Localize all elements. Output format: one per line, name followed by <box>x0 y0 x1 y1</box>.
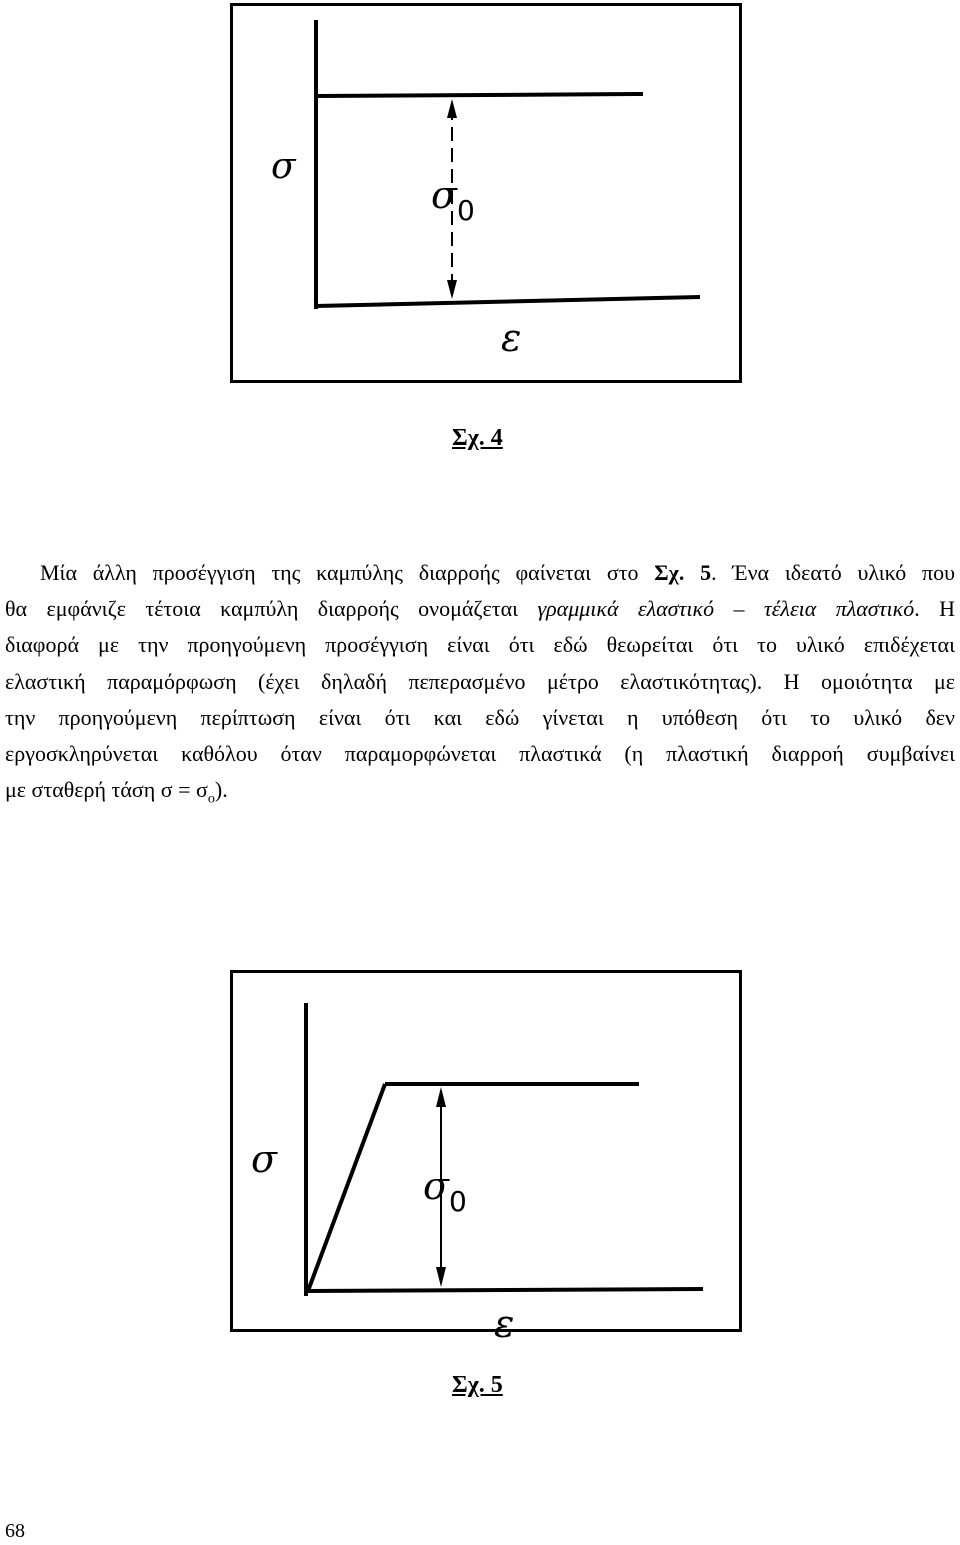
paragraph-line-7 <box>5 772 955 818</box>
fig4-arrow-up-icon <box>447 99 457 118</box>
figure-4-diagram <box>233 6 739 380</box>
paragraph-line-1 <box>5 555 955 591</box>
fig4-sigma0-subscript: 0 <box>457 194 475 227</box>
subscript: ο <box>207 791 215 807</box>
text-run: . Ένα ιδεατό υλικό που <box>711 560 956 585</box>
figure-4-caption: Σχ. 4 <box>452 425 503 451</box>
fig5-elastic-line <box>308 1084 385 1291</box>
page-number: 68 <box>5 1520 25 1542</box>
fig4-epsilon-axis <box>316 297 700 306</box>
emphasized-term: γραμμικά ελαστικό – τέλεια πλαστικό <box>537 596 915 622</box>
figure-5-reference: Σχ. 5 <box>654 560 712 585</box>
fig4-sigma-label: σ <box>271 146 296 187</box>
text-run: ). <box>214 777 228 803</box>
fig5-arrow-down-icon <box>436 1267 446 1287</box>
fig4-epsilon-label: ε <box>501 316 522 360</box>
fig4-sigma0-label: σ <box>431 173 457 217</box>
figure-5-diagram <box>233 973 739 1329</box>
fig5-sigma0-subscript: 0 <box>449 1185 467 1218</box>
paragraph-line-2 <box>5 591 955 627</box>
fig4-arrow-down-icon <box>447 280 457 299</box>
paragraph-line-4: ελαστική παραμόρφωση (έχει δηλαδή πεπερασμένο μέτρο ελαστικότητας). Η ομοιότητα με <box>5 668 955 694</box>
text-run: με σταθερή τάση σ = σ <box>5 777 208 803</box>
fig5-sigma-label: σ <box>251 1137 277 1181</box>
paragraph-line-3: διαφορά με την προηγούμενη προσέγγιση είναι ότι εδώ θεωρείται ότι το υλικό επιδέχεται <box>5 632 955 658</box>
figure-5-frame <box>230 970 742 1332</box>
fig5-sigma0-label: σ <box>423 1164 449 1208</box>
paragraph-line-5: την προηγούμενη περίπτωση είναι ότι και εδώ γίνεται η υπόθεση ότι το υλικό δεν <box>5 704 955 730</box>
fig5-epsilon-label: ε <box>494 1302 515 1346</box>
fig4-yield-line <box>316 94 643 96</box>
text-run: θα εμφάνιζε τέτοια καμπύλη διαρροής ονομάζεται <box>5 596 538 622</box>
fig5-epsilon-axis <box>306 1289 703 1291</box>
paragraph-line-6: εργοσκληρύνεται καθόλου όταν παραμορφώνεται πλαστικά (η πλαστική διαρροή συμβαίνει <box>5 741 955 767</box>
figure-5-caption: Σχ. 5 <box>452 1372 503 1398</box>
text-run: Μία άλλη προσέγγιση της καμπύλης διαρροής φαίνεται στο <box>40 560 655 585</box>
figure-4-frame <box>230 3 742 383</box>
body-paragraph <box>5 555 955 818</box>
fig5-arrow-up-icon <box>436 1087 446 1107</box>
text-run: . Η <box>914 596 955 622</box>
